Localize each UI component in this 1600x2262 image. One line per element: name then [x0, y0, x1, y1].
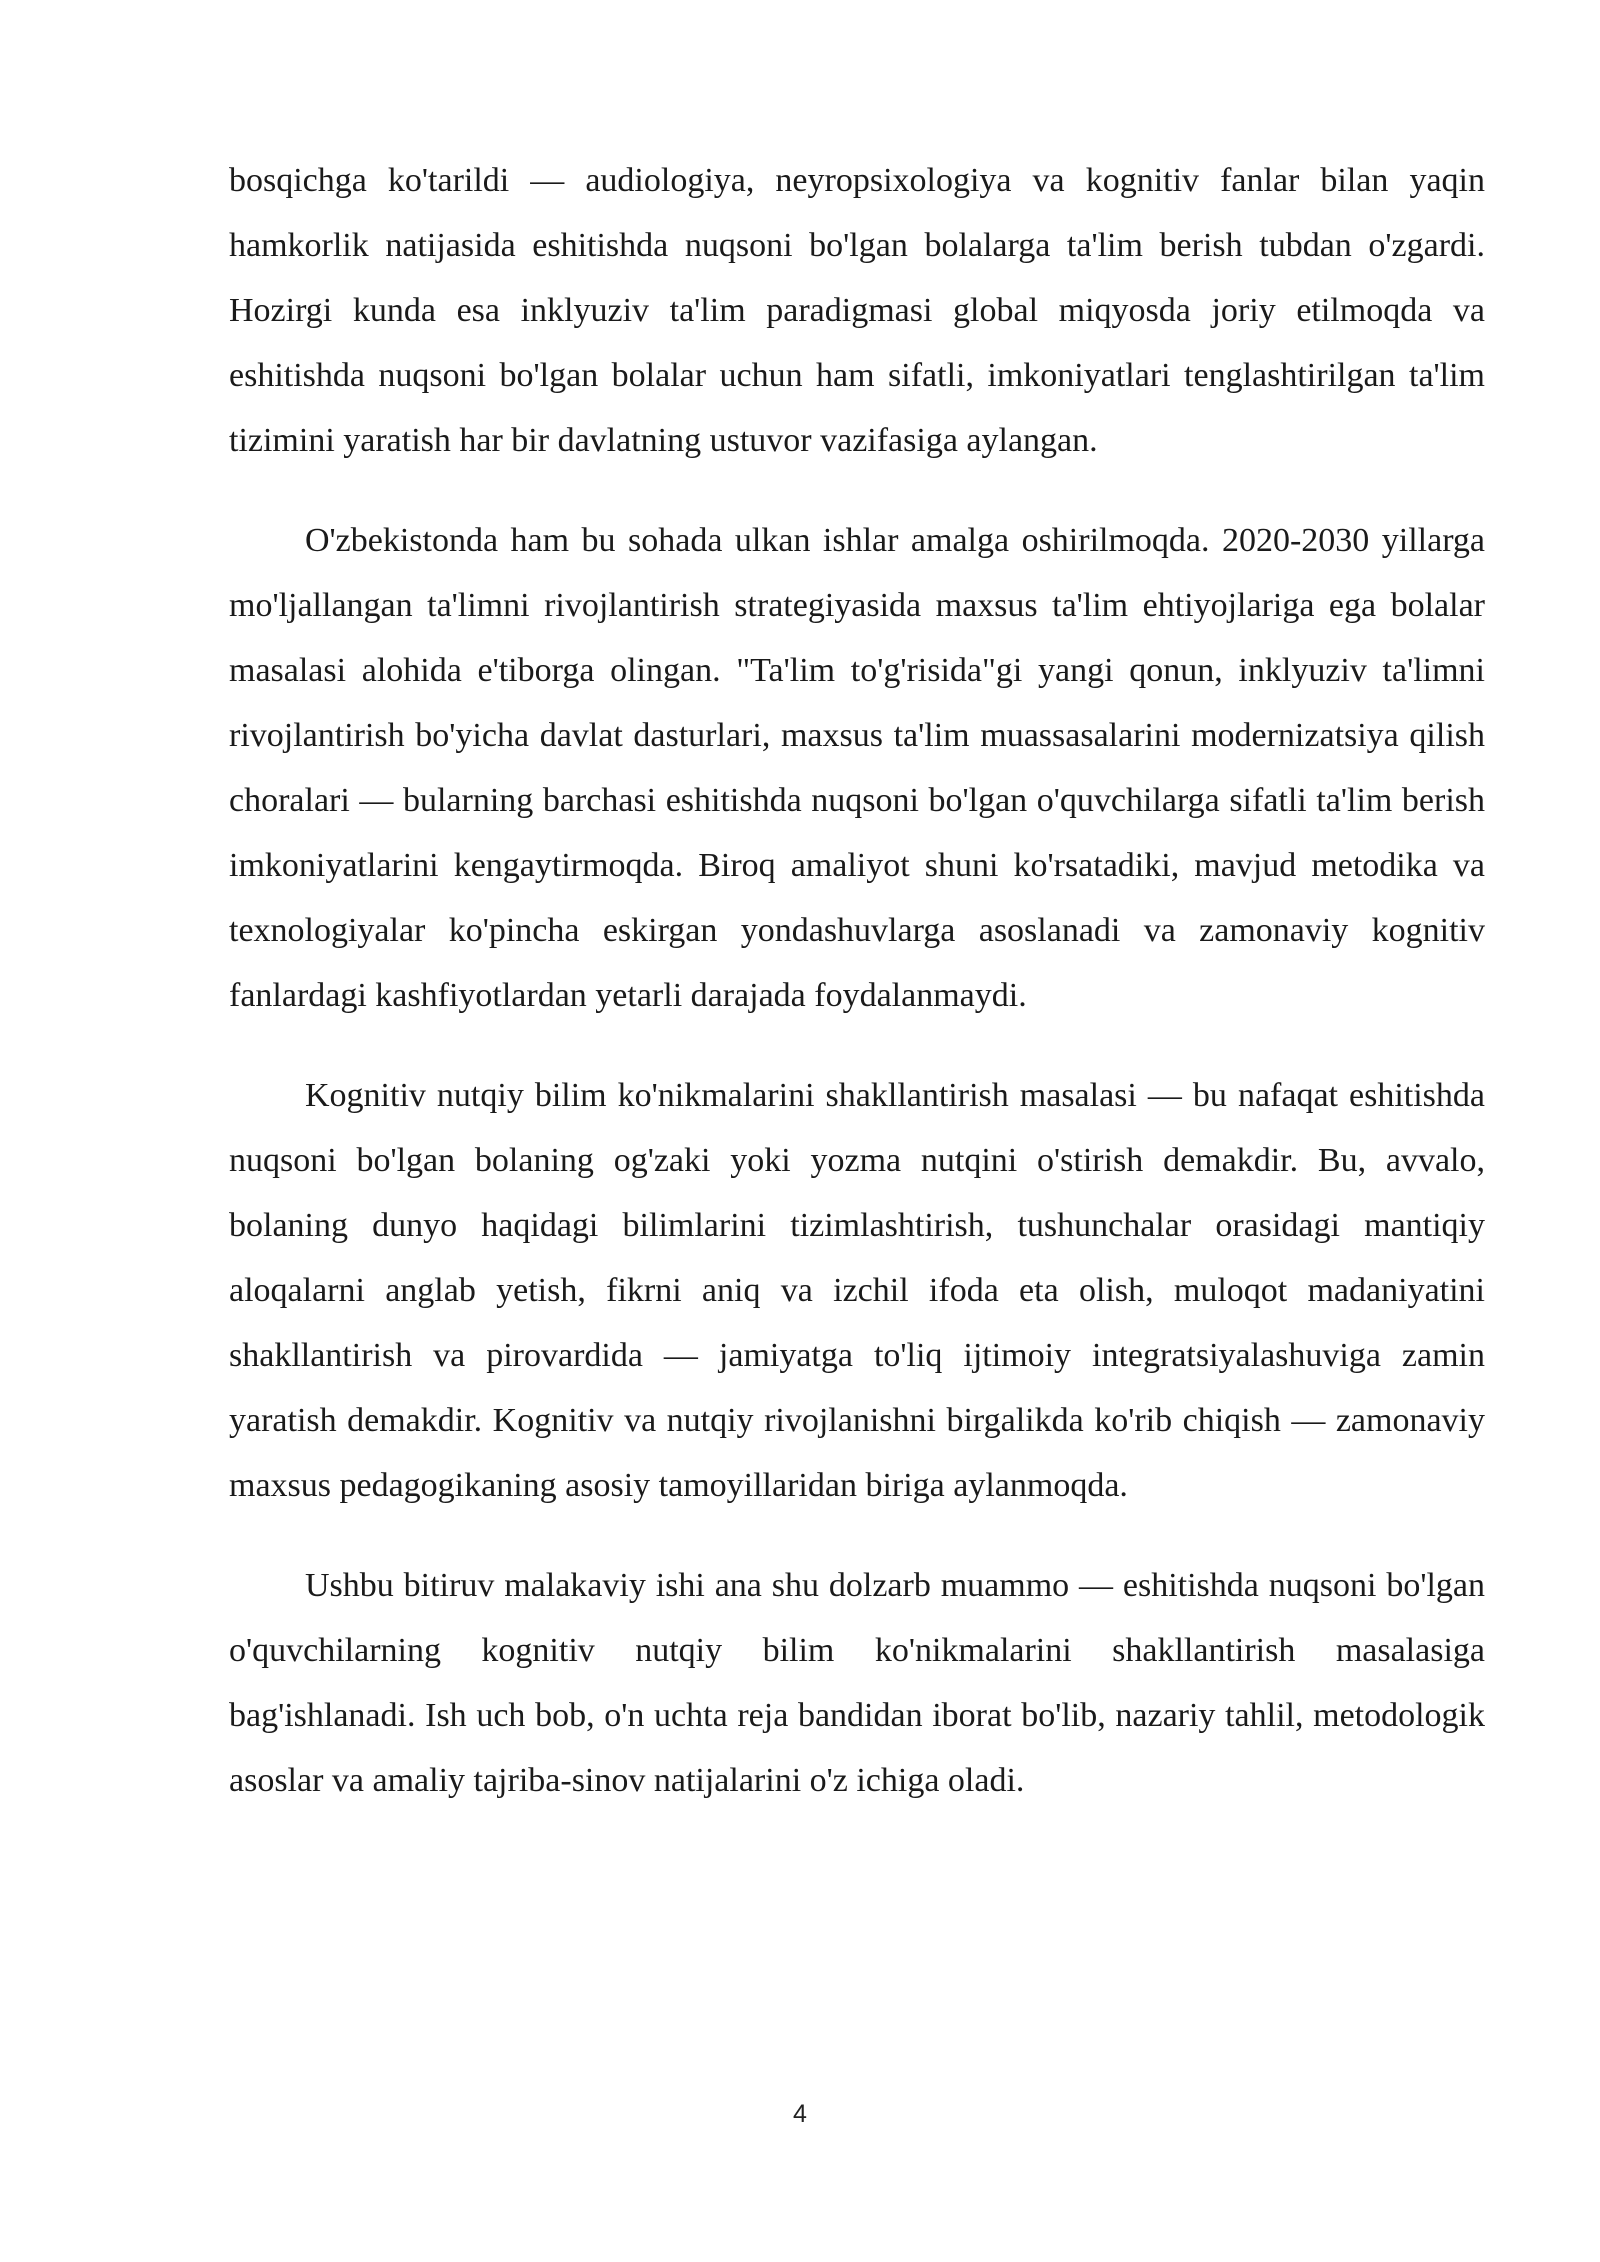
- page-number: 4: [793, 2100, 807, 2128]
- paragraph-thesis-scope: Ushbu bitiruv malakaviy ishi ana shu dolzarb muammo — eshitishda nuqsoni bo'lgan o'quvchilarning kognitiv nutqiy bilim ko'nikmalarini shakllantirish masalasiga bag'ishlanadi. Ish uch bob, o'n uchta reja bandidan iborat bo'lib, nazariy tahlil, metodologik asoslar va amaliy tajriba-sinov natijalarini o'z ichiga oladi.: [229, 1567, 1485, 1799]
- paragraph-uzbekistan-reforms: O'zbekistonda ham bu sohada ulkan ishlar amalga oshirilmoqda. 2020-2030 yillarga mo'ljallangan ta'limni rivojlantirish strategiyasida maxsus ta'lim ehtiyojlariga ega bolalar masalasi alohida e'tiborga olingan. "Ta'lim to'g'risida"gi yangi qonun, inklyuziv ta'limni rivojlantirish bo'yicha davlat dasturlari, maxsus ta'lim muassasalarini modernizatsiya qilish choralari — bularning barchasi eshitishda nuqsoni bo'lgan o'quvchilarga sifatli ta'lim berish imkoniyatlarini kengaytirmoqda. Biroq amaliyot shuni ko'rsatadiki, mavjud metodika va texnologiyalar ko'pincha eskirgan yondashuvlarga asoslanadi va zamonaviy kognitiv fanlardagi kashfiyotlardan yetarli darajada foydalanmaydi.: [229, 522, 1485, 1014]
- paragraph-cognitive-speech-skills: Kognitiv nutqiy bilim ko'nikmalarini shakllantirish masalasi — bu nafaqat eshitishda nuqsoni bo'lgan bolaning og'zaki yoki yozma nutqini o'stirish demakdir. Bu, avvalo, bolaning dunyo haqidagi bilimlarini tizimlashtirish, tushunchalar orasidagi mantiqiy aloqalarni anglab yetish, fikrni aniq va izchil ifoda eta olish, muloqot madaniyatini shakllantirish va pirovardida — jamiyatga to'liq ijtimoiy integratsiyalashuviga zamin yaratish demakdir. Kognitiv va nutqiy rivojlanishni birgalikda ko'rib chiqish — zamonaviy maxsus pedagogikaning asosiy tamoyillaridan biriga aylanmoqda.: [229, 1077, 1485, 1504]
- body-text: [229, 148, 1485, 1848]
- paragraph-continuation: bosqichga ko'tarildi — audiologiya, neyropsixologiya va kognitiv fanlar bilan yaqin hamkorlik natijasida eshitishda nuqsoni bo'lgan bolalarga ta'lim berish tubdan o'zgardi. Hozirgi kunda esa inklyuziv ta'lim paradigmasi global miqyosda joriy etilmoqda va eshitishda nuqsoni bo'lgan bolalar uchun ham sifatli, imkoniyatlari tenglashtirilgan ta'lim tizimini yaratish har bir davlatning ustuvor vazifasiga aylangan.: [229, 162, 1485, 459]
